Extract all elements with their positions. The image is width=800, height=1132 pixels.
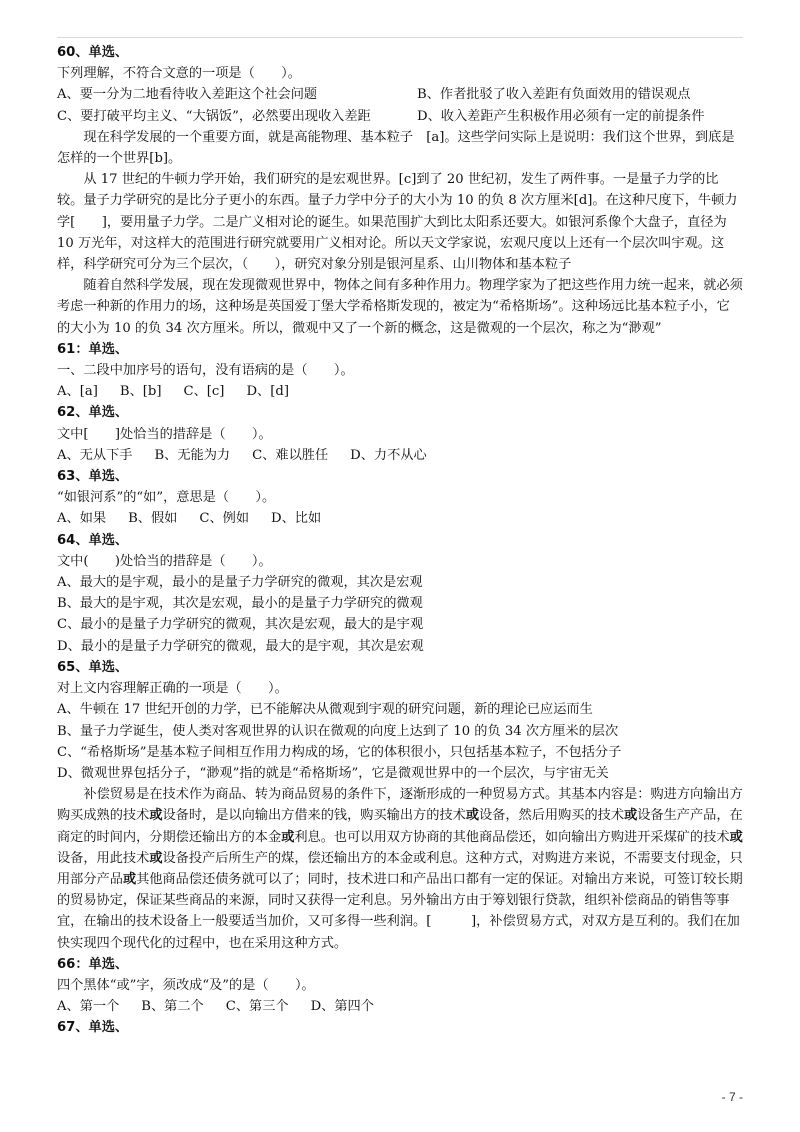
bold-huo-7: 或 [122, 871, 137, 887]
q60-option-d: D、收入差距产生积极作用必须有一定的前提条件 [417, 108, 705, 124]
passage1-paragraph1: 现在科学发展的一个重要方面，就是高能物理、基本粒子 [a]。这些学问实际上是说明：我们这个世界，到底是怎样的一个世界[b]。 [57, 129, 735, 167]
q62-option-c: C、难以胜任 [252, 447, 329, 463]
passage2-text-6: 设备，用此技术 [57, 850, 150, 866]
q61-option-d: D、[d] [246, 384, 289, 400]
passage2-text-2: 设备时，是以向输出方借来的钱，购买输出方的技术 [162, 808, 466, 824]
bold-huo-1: 或 [149, 808, 163, 824]
q61-stem: 一、二段中加序号的语句，没有语病的是（ ）。 [57, 363, 354, 379]
q66-stem: 四个黑体“或”字，须改成“及”的是（ ）。 [57, 977, 315, 993]
bold-huo-6: 或 [149, 850, 163, 866]
q64-stem: 文中( )处恰当的措辞是（ ）。 [57, 553, 272, 569]
q63-stem: “如银河系”的“如”，意思是（ ）。 [57, 490, 276, 506]
q65-option-c: C、“希格斯场”是基本粒子间相互作用力构成的场，它的体积很小，只包括基本粒子，不包括分子 [57, 744, 622, 760]
q60-number: 60、单选、 [57, 45, 129, 60]
q65-number: 65、单选、 [57, 659, 129, 675]
q62-option-a: A、无从下手 [57, 447, 133, 463]
q63-options [57, 508, 743, 529]
header-rule [57, 37, 743, 38]
q63-option-b: B、假如 [128, 511, 178, 527]
q63-option-a: A、如果 [57, 511, 107, 527]
q67-number: 67、单选、 [57, 1020, 129, 1036]
q65-option-a: A、牛顿在 17 世纪开创的力学，已不能解决从微观到宇观的研究问题，新的理论已应运而生 [57, 702, 593, 718]
passage1-paragraph2: 从 17 世纪的牛顿力学开始，我们研究的是宏观世界。[c]到了 20 世纪初，发生了两件事。一是量子力学的比较。量子力学研究的是比分子更小的东西。量子力学中分子的大小为 10 的负 8 次方厘米[d]。在这种尺度下，牛顿力学[ ]，要用量子力学。二是广义相对论的诞生。如果范围扩大到比太阳系还要大。如银河系像个大盘子，直径为 10 万光年，对这样大的范围进行研究就要用广义相对论。所以天文学家说，宏观尺度以上还有一个层次叫宇观。这样，科学研究可分为三个层次，（ ），研究对象分别是银河星系、山川物体和基本粒子 [57, 172, 738, 273]
passage2-text-5: 利息。也可以用双方协商的其他商品偿还，如向输出方购进开采煤矿的技术 [294, 829, 730, 845]
q62-option-d: D、力不从心 [350, 447, 427, 463]
bold-huo-5: 或 [729, 829, 743, 845]
q61-number: 61：单选、 [57, 341, 129, 357]
q66-number: 66：单选、 [57, 956, 129, 972]
q63-option-d: D、比如 [271, 511, 322, 527]
q64-number: 64、单选、 [57, 532, 129, 548]
page-number: - 7 - [721, 1090, 743, 1104]
q61-option-a: A、[a] [57, 384, 98, 400]
passage2-text-8: 其他商品偿还债务就可以了；同时，技术进口和产品出口都有一定的保证。对输出方来说，可签订较长期的贸易协定，保证某些商品的来源，同时又获得一定利息。另外输出方由于筹划银行贷款，组织补偿商品的销售等事宜，在输出的技术设备上一般要适当加价，又可多得一些利润。[ ]，补偿贸易方式，对双方是互利的。我们在加快实现四个现代化的过程中，也在采用这种方式。 [57, 871, 743, 951]
q66-options [57, 996, 743, 1017]
passage2-text-7: 设备投产后所生产的煤，偿还输出方的本金或利息。这种方式，对购进方来说，不需要支付现金，只用部分产品 [57, 850, 743, 887]
passage2-text-3: 设备，然后用购买的技术 [479, 808, 625, 824]
q66-option-d: D、第四个 [310, 999, 374, 1015]
q66-option-a: A、第一个 [57, 999, 120, 1015]
bold-huo-2: 或 [465, 808, 479, 824]
q62-options [57, 445, 743, 466]
q65-option-d: D、微观世界包括分子，“渺观”指的就是“希格斯场”，它是微观世界中的一个层次，与宇宙无关 [57, 765, 609, 781]
q64-option-d: D、最小的是量子力学研究的微观，最大的是宇观，其次是宏观 [57, 638, 424, 654]
q65-option-b: B、量子力学诞生，使人类对客观世界的认识在微观的向度上达到了 10 的负 34 次方厘米的层次 [57, 723, 619, 739]
q61-option-b: B、[b] [119, 384, 162, 400]
q66-option-c: C、第三个 [225, 999, 289, 1015]
q66-option-b: B、第二个 [141, 999, 204, 1015]
q60-option-c: C、要打破平均主义、“大锅饭”，必然要出现收入差距 [57, 108, 371, 124]
q65-stem: 对上文内容理解正确的一项是（ ）。 [57, 681, 288, 697]
bold-huo-4: 或 [281, 829, 295, 845]
q60-options-row2 [57, 106, 743, 127]
q63-option-c: C、例如 [199, 511, 250, 527]
passage2-text-1: 补偿贸易是在技术作为商品、转为商品贸易的条件下，逐渐形成的一种贸易方式。其基本内容是：购进方向输出方购买成熟的技术 [57, 787, 743, 824]
q60-option-b: B、作者批驳了收入差距有负面效用的错误观点 [417, 87, 691, 103]
q62-number: 62、单选、 [57, 405, 129, 421]
q64-option-a: A、最大的是宇观，最小的是量子力学研究的微观，其次是宏观 [57, 575, 423, 591]
passage2-paragraph [57, 784, 743, 954]
passage2-text-4: 设备生产产品，在商定的时间内，分期偿还输出方的本金 [57, 808, 743, 845]
bold-huo-3: 或 [624, 808, 638, 824]
page-content [57, 42, 743, 1039]
q61-option-c: C、[c] [183, 384, 225, 400]
q60-options-row1 [57, 84, 743, 105]
q62-stem: 文中[ ]处恰当的措辞是（ ）。 [57, 426, 272, 442]
q60-stem: 下列理解，不符合文意的一项是（ ）。 [57, 66, 301, 82]
q62-option-b: B、无能为力 [154, 447, 231, 463]
q64-option-b: B、最大的是宇观，其次是宏观，最小的是量子力学研究的微观 [57, 596, 423, 612]
q61-options [57, 381, 743, 402]
q63-number: 63、单选、 [57, 469, 129, 485]
passage1-paragraph3: 随着自然科学发展，现在发现微观世界中，物体之间有多种作用力。物理学家为了把这些作用力统一起来，就必须考虑一种新的作用力的场，这种场是英国爱丁堡大学希格斯发现的，被定为“希格斯场”。这种场远比基本粒子小，它的大小为 10 的负 34 次方厘米。所以，微观中又了一个新的概念，这是微观的一个层次，称之为“渺观” [57, 278, 743, 336]
q64-option-c: C、最小的是量子力学研究的微观，其次是宏观，最大的是宇观 [57, 617, 424, 633]
q60-option-a: A、要一分为二地看待收入差距这个社会问题 [57, 87, 318, 103]
